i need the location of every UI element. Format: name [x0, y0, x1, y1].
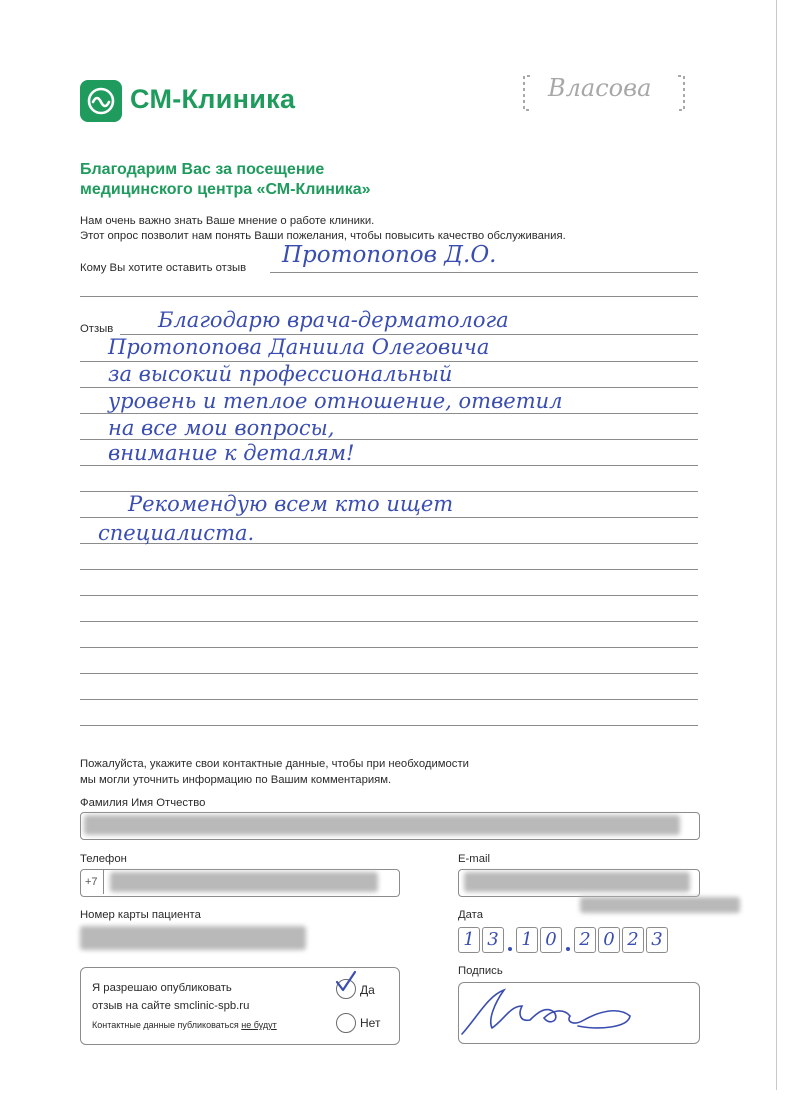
fio-label: Фамилия Имя Отчество — [80, 797, 206, 809]
email-redacted — [580, 897, 740, 913]
review-handwriting-line[interactable]: Благодарю врача-дерматолога — [158, 308, 509, 332]
review-handwriting-line[interactable]: за высокий профессиональный — [108, 362, 453, 386]
contacts-note-line: Пожалуйста, укажите свои контактные данные, чтобы при необходимости — [80, 758, 469, 770]
review-label: Отзыв — [80, 323, 114, 335]
page-edge-line — [776, 0, 777, 1090]
consent-line: Я разрешаю опубликовать — [92, 982, 232, 994]
review-line — [80, 725, 698, 726]
review-handwriting-line[interactable]: на все мои вопросы, — [108, 416, 335, 440]
date-digit-cell[interactable]: 1 — [458, 927, 480, 953]
form-line — [80, 296, 698, 297]
consent-no-radio[interactable] — [336, 1013, 356, 1033]
review-line — [80, 699, 698, 700]
date-separator — [566, 947, 570, 951]
review-line — [80, 387, 698, 388]
date-separator — [508, 947, 512, 951]
consent-note — [92, 1020, 277, 1030]
review-handwriting-line[interactable]: уровень и теплое отношение, ответил — [108, 389, 563, 413]
review-handwriting-line[interactable]: Рекомендую всем кто ищет — [128, 492, 454, 516]
review-line — [80, 621, 698, 622]
review-line — [80, 517, 698, 518]
card-number-redacted[interactable] — [80, 926, 306, 950]
phone-redacted — [110, 872, 378, 892]
contacts-note-line: мы могли уточнить информацию по Вашим комментариям. — [80, 774, 392, 786]
phone-divider — [103, 870, 104, 894]
review-handwriting-line[interactable]: Протопопова Даниила Олеговича — [108, 335, 490, 359]
page-heading — [80, 160, 500, 200]
intro-text — [80, 214, 680, 244]
review-line — [80, 673, 698, 674]
review-handwriting-line[interactable]: специалиста. — [98, 521, 255, 545]
card-label: Номер карты пациента — [80, 909, 201, 921]
phone-prefix: +7 — [85, 876, 98, 888]
phone-label: Телефон — [80, 853, 127, 865]
recipient-label: Кому Вы хотите оставить отзыв — [80, 262, 247, 274]
date-digit-cell[interactable]: 3 — [482, 927, 504, 953]
recipient-value[interactable]: Протопопов Д.О. — [282, 242, 497, 268]
consent-line: отзыв на сайте smclinic-spb.ru — [92, 1000, 250, 1012]
signature-drawing — [448, 976, 648, 1042]
heading-line: медицинского центра «СМ-Клиника» — [80, 181, 371, 198]
date-digit-cell[interactable]: 3 — [646, 927, 668, 953]
intro-line: Нам очень важно знать Ваше мнение о работе клиники. — [80, 215, 375, 227]
contacts-note — [80, 756, 469, 788]
intro-line: Этот опрос позволит нам понять Ваши пожелания, чтобы повысить качество обслуживания. — [80, 230, 566, 242]
clinic-logo-icon — [80, 80, 122, 122]
review-line — [80, 569, 698, 570]
date-digit-cell[interactable]: 0 — [540, 927, 562, 953]
recipient-line — [270, 272, 698, 273]
signature-label: Подпись — [458, 965, 503, 977]
review-line — [80, 465, 698, 466]
review-line — [80, 413, 698, 414]
date-digit-cell[interactable]: 2 — [622, 927, 644, 953]
date-digit-cell[interactable]: 0 — [598, 927, 620, 953]
checkmark-icon — [332, 968, 360, 996]
date-digit-cell[interactable]: 1 — [516, 927, 538, 953]
date-digit-cell[interactable]: 2 — [574, 927, 596, 953]
consent-yes-label: Да — [360, 983, 375, 997]
consent-no-label: Нет — [360, 1016, 381, 1030]
fio-redacted — [84, 815, 680, 835]
stamp-text: Власова — [548, 74, 652, 102]
review-handwriting-line[interactable]: внимание к деталям! — [108, 441, 355, 465]
email-redacted — [464, 872, 690, 892]
brand-name: СМ-Клиника — [130, 84, 296, 114]
review-line — [80, 595, 698, 596]
email-label: E-mail — [458, 853, 491, 865]
consent-note-text: Контактные данные публиковаться — [92, 1020, 242, 1030]
heading-line: Благодарим Вас за посещение — [80, 161, 325, 178]
consent-note-emphasis: не будут — [241, 1020, 277, 1030]
date-label: Дата — [458, 909, 484, 921]
review-line — [80, 647, 698, 648]
